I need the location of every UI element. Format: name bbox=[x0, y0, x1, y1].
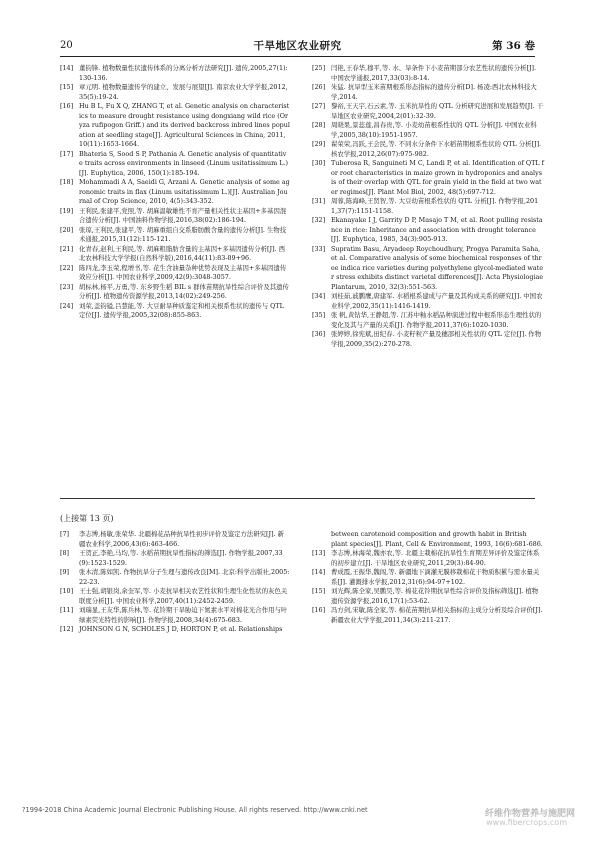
reference-item bbox=[60, 549, 290, 568]
reference-text: Mohammadi A A, Saeidi G, Arzani A. Genetic analysis of some agronomic traits in flax (Linum usitatissimum L.)[J]. Australian Journal of Crop Science, 2010, 4(5):343-352. bbox=[79, 178, 290, 205]
reference-item bbox=[60, 283, 290, 302]
references-top-left bbox=[60, 64, 290, 321]
reference-text: 刘光辉,陈全家,吴鹏昊,等. 棉花花铃期抗旱性综合评价及指标筛选[J]. 植物遗传资源学报,2016,17(1):53-62. bbox=[331, 587, 539, 605]
reference-number: [30] bbox=[312, 159, 326, 167]
reference-text: Supratim Basu, Aryadeep Roychoudhury, Progya Paramita Saha, et al. Comparative analysis of some biochemical responses of three indica rice varieties during polyethylene glycol-mediated water stress exhibits distinct varietal differences[J]. Acta Physiologiae Plantarum, 2010, 32(3):551-563. bbox=[331, 244, 544, 291]
reference-text: 朱猛. 抗旱型玉米苗期根系形态指标的遗传分析[D]. 杨凌:西北农林科技大学,2014. bbox=[331, 83, 537, 101]
reference-item bbox=[60, 568, 290, 587]
reference-item bbox=[312, 330, 544, 349]
reference-number: [26] bbox=[312, 83, 326, 91]
reference-number: [24] bbox=[60, 301, 74, 310]
reference-item bbox=[60, 207, 290, 226]
reference-text: 闫艳,王春华,穆平,等. 水、旱条件下小麦苗期部分农艺性状的遗传分析[J]. 中国农学通报,2017,33(03):8-14. bbox=[331, 64, 537, 82]
reference-item bbox=[312, 216, 544, 245]
reference-number: [17] bbox=[60, 149, 74, 158]
reference-text: 冯方剑,宋敏,陈全家,等. 棉花苗期抗旱相关指标的主成分分析及综合评价[J]. 新疆农业大学学报,2011,34(3):211-217. bbox=[331, 606, 543, 624]
reference-text: 刘瑞显,王友华,陈兵林,等. 花铃期干旱胁迫下氮素水平对棉花光合作用与叶绿素荧光特性的影响[J]. 作物学报,2008,34(4):675-683. bbox=[79, 606, 288, 624]
watermark-url: www.fibercrops.com bbox=[486, 818, 567, 827]
reference-item bbox=[312, 64, 544, 83]
reference-text: 陈四龙,李玉荣,程增书,等. 花生含油量杂种优势表现及主基因+多基因遗传效应分析[J]. 中国农业科学,2009,42(9):3048-3057. bbox=[79, 263, 287, 281]
reference-text: 黎裕,王天宇,石云素,等. 玉米抗旱性的 QTL 分析研究进展和发展趋势[J]. 干旱地区农业研究,2004,2(01):32-39. bbox=[331, 102, 544, 120]
reference-number: [27] bbox=[312, 102, 326, 110]
reference-item bbox=[60, 83, 290, 102]
reference-item bbox=[312, 311, 544, 330]
reference-text: Hu B L, Fu X Q, ZHANG T, et al. Genetic analysis on characteristics to measure drought resistance using dongxiang wild rice (Oryza rufipogon Griff.) and its derived backcross inbred lines population at seedling stage[J]. Agricultural Sciences in China, 2011, 10(11):1653-1664. bbox=[79, 102, 290, 148]
header-rule bbox=[60, 56, 535, 57]
reference-item bbox=[60, 64, 290, 83]
reference-number: [28] bbox=[312, 121, 326, 129]
reference-item bbox=[60, 102, 290, 150]
section-divider bbox=[60, 498, 535, 499]
reference-number: [15] bbox=[60, 83, 74, 91]
reference-number: [18] bbox=[60, 178, 74, 186]
reference-number: [14] bbox=[60, 64, 74, 72]
reference-text: 张琼,王利民,张建平,等. 胡麻重组自交系脂肪酸含量的遗传分析[J]. 生物技术通报,2015,31(12):115-121. bbox=[79, 225, 287, 243]
reference-text: 章元明. 植物数量遗传学的建立、发展与展望[J]. 南京农业大学学报,2012,35(5):19-24. bbox=[79, 83, 288, 101]
reference-item bbox=[312, 245, 544, 293]
reference-item bbox=[60, 245, 290, 264]
page-number: 20 bbox=[60, 40, 73, 51]
reference-number: [10] bbox=[60, 587, 74, 595]
reference-item bbox=[312, 606, 544, 625]
reference-item bbox=[60, 606, 290, 625]
reference-number: [33] bbox=[312, 244, 326, 253]
reference-text: 刘荣,盖钧镒,吕慧能,等. 大豆耐旱种质鉴定和相关根系性状的遗传与 QTL 定位[J]. 遗传学报,2005,32(08):855-863. bbox=[79, 301, 284, 319]
reference-text: 王利民,张建平,党照,等. 胡麻温敏雄性不育产量相关性状主基因+多基因混合遗传分析[J]. 中国油料作物学报,2016,38(02):186-194. bbox=[79, 206, 287, 224]
references-bottom-left bbox=[60, 530, 290, 635]
reference-number: [11] bbox=[60, 606, 74, 614]
reference-item bbox=[60, 530, 290, 549]
reference-text: 李志博,杨敏,张荣华. 北疆棉花品种抗旱性初步评价及鉴定方法研究[J]. 新疆农业科学,2006,43(6):463-466. bbox=[79, 530, 285, 548]
reference-item bbox=[312, 587, 544, 606]
references-bottom-right bbox=[312, 530, 544, 625]
reference-number: [16] bbox=[60, 102, 74, 110]
watermark-text: 纤维作物营养与施肥网 bbox=[484, 809, 575, 819]
reference-number: [19] bbox=[60, 206, 74, 215]
reference-text: 张木清,陈如凯. 作物抗旱分子生理与遗传改良[M]. 北京:科学出版社,2005:22-23. bbox=[79, 568, 290, 586]
reference-item bbox=[60, 587, 290, 606]
reference-text: 曹成霞,王振华,魏闯,等. 新疆地下滴灌无膜移栽棉花干物质积累与需水量关系[J]. 灌溉排水学报,2012,31(6):94-97+102. bbox=[331, 568, 540, 586]
reference-number: [14] bbox=[312, 568, 326, 576]
reference-text: 王贺正,李艳,马均,等. 水稻苗期抗旱性指标的筛选[J]. 作物学报,2007,33(9):1523-1529. bbox=[79, 549, 283, 567]
reference-text: 翟荣荣,冯跃,王会民,等. 不同水分条件下水稻苗期根系性状的 QTL 分析[J]. 核农学报,2012,26(07):975-982. bbox=[331, 140, 542, 158]
reference-text: JOHNSON G N, SCHOLES J D, HORTON P, et al. Relationships bbox=[79, 625, 283, 633]
reference-text: 刘桂茹,戚鹏鹰,唐建军. 水稻根系建成与产量及其构成关系的研究[J]. 中国农业科学,2002,35(11):1416-1419. bbox=[331, 292, 543, 310]
copyright-notice: ?1994-2018 China Academic Journal Electronic Publishing House. All rights reserved. http://www.cnki.net bbox=[22, 806, 368, 814]
reference-item bbox=[312, 121, 544, 140]
reference-number: [36] bbox=[312, 330, 326, 338]
reference-item bbox=[312, 197, 544, 216]
reference-text: 王士强,胡银岗,余奎军,等. 小麦抗旱相关农艺性状和生理生化性状的灰色关联度分析[J]. 中国农业科学,2007,40(11):2452-2459. bbox=[79, 587, 288, 605]
reference-item bbox=[60, 302, 290, 321]
reference-number: [8] bbox=[60, 549, 70, 557]
reference-number: [13] bbox=[312, 549, 326, 557]
reference-number: [20] bbox=[60, 225, 74, 234]
reference-item bbox=[312, 292, 544, 311]
reference-item bbox=[60, 264, 290, 283]
reference-text: 董钧锋. 植物数量性状遗传体系的分离分析方法研究[J]. 遗传,2005,27(1):130-136. bbox=[79, 64, 288, 82]
reference-number: [34] bbox=[312, 292, 326, 300]
reference-number: [12] bbox=[60, 625, 74, 633]
reference-number: [32] bbox=[312, 216, 326, 224]
reference-number: [31] bbox=[312, 197, 326, 205]
reference-number: [22] bbox=[60, 263, 74, 272]
page-header bbox=[60, 38, 535, 56]
reference-text: Bhateria S, Sood S P, Pathania A. Genetic analysis of quantitative traits across environments in linseed (Linum usitatissimum L.)[J]. Euphytica, 2006, 150(1):185-194. bbox=[79, 149, 288, 177]
reference-item bbox=[312, 83, 544, 102]
reference-item bbox=[312, 102, 544, 121]
reference-text: 李志博,林海荣,魏亦农,等. 北疆主栽棉花抗旱性生育期差异评价及鉴定体系的初步建立[J]. 干旱地区农业研究,2011,29(3):84-90. bbox=[331, 549, 540, 567]
reference-item bbox=[60, 226, 290, 245]
reference-text: 胡标林,杨平,万勇,等. 东乡野生稻 BIL s 群体苗期抗旱性综合评价及其遗传分析[J]. 植物遗传资源学报,2013,14(02):249-256. bbox=[79, 282, 289, 300]
reference-number: [25] bbox=[312, 64, 326, 72]
reference-item bbox=[60, 150, 290, 179]
reference-item bbox=[60, 625, 290, 635]
reference-number: [7] bbox=[60, 530, 70, 538]
reference-text: 周蓉,陈海峰,王贤智,等. 大豆幼苗根系性状的 QTL 分析[J]. 作物学报,2011,37(7):1151-1158. bbox=[331, 197, 539, 215]
reference-number: [35] bbox=[312, 311, 326, 319]
reference-text: 张 帆,黄钻华,王静超,等. 江苏中籼水稻品种演进过程中根系形态生理性状的变化及其与产量的关系[J]. 作物学报,2011,37(6):1020-1030. bbox=[331, 311, 542, 329]
continued-from-label: (上接第 13 页) bbox=[60, 514, 114, 523]
reference-number: [9] bbox=[60, 568, 70, 576]
reference-item bbox=[312, 140, 544, 159]
volume-number: 第 36 卷 bbox=[492, 40, 535, 52]
reference-text: 化青春,赵利,王利民,等. 胡麻粗脂肪含量的主基因+多基因遗传分析[J]. 西北农林科技大学学报(自然科学版),2016,44(11):83-89+96. bbox=[79, 244, 286, 262]
journal-title: 干旱地区农业研究 bbox=[253, 40, 342, 52]
reference-number: [15] bbox=[312, 587, 326, 595]
references-top-right bbox=[312, 64, 544, 349]
reference-text: Tuberosa R, Sanguineti M C, Landi P, et al. Identification of QTL for root characteristics in maize grown in hydroponics and analysis of their overlap with QTL for grain yield in the field at two water regimes[J]. Plant Mol Biol, 2002, 48(5):697-712. bbox=[331, 159, 545, 196]
reference-text: 周晓果,景蕊莲,昌春贵,等. 小麦幼苗根系性状的 QTL 分析[J]. 中国农业科学,2005,38(10):1951-1957. bbox=[331, 121, 537, 139]
reference-item bbox=[60, 178, 290, 207]
reference-item bbox=[312, 159, 544, 197]
reference-number: [16] bbox=[312, 606, 326, 614]
reference-number: [21] bbox=[60, 244, 74, 253]
reference-continuation: between carotenoid composition and growth habit in British plant species[J]. Plant, Cell & Environment, 1993, 16(6):681-686. bbox=[331, 530, 543, 548]
reference-number: [29] bbox=[312, 140, 326, 148]
reference-number: [23] bbox=[60, 282, 74, 291]
reference-item bbox=[312, 549, 544, 568]
reference-text: 张婷婷,徐宪斌,田纪春. 小麦籽粒产量及穗部相关性状的 QTL 定位[J]. 作物学报,2009,35(2):270-278. bbox=[331, 330, 542, 348]
reference-text: Ekanayake I J, Garrity D P, Masajo T M, et al. Root pulling resistance in rice: Inheritance and association with drought tolerance[J]. Euphytica, 1985, 34(3):905-913. bbox=[331, 216, 543, 243]
reference-item bbox=[312, 568, 544, 587]
